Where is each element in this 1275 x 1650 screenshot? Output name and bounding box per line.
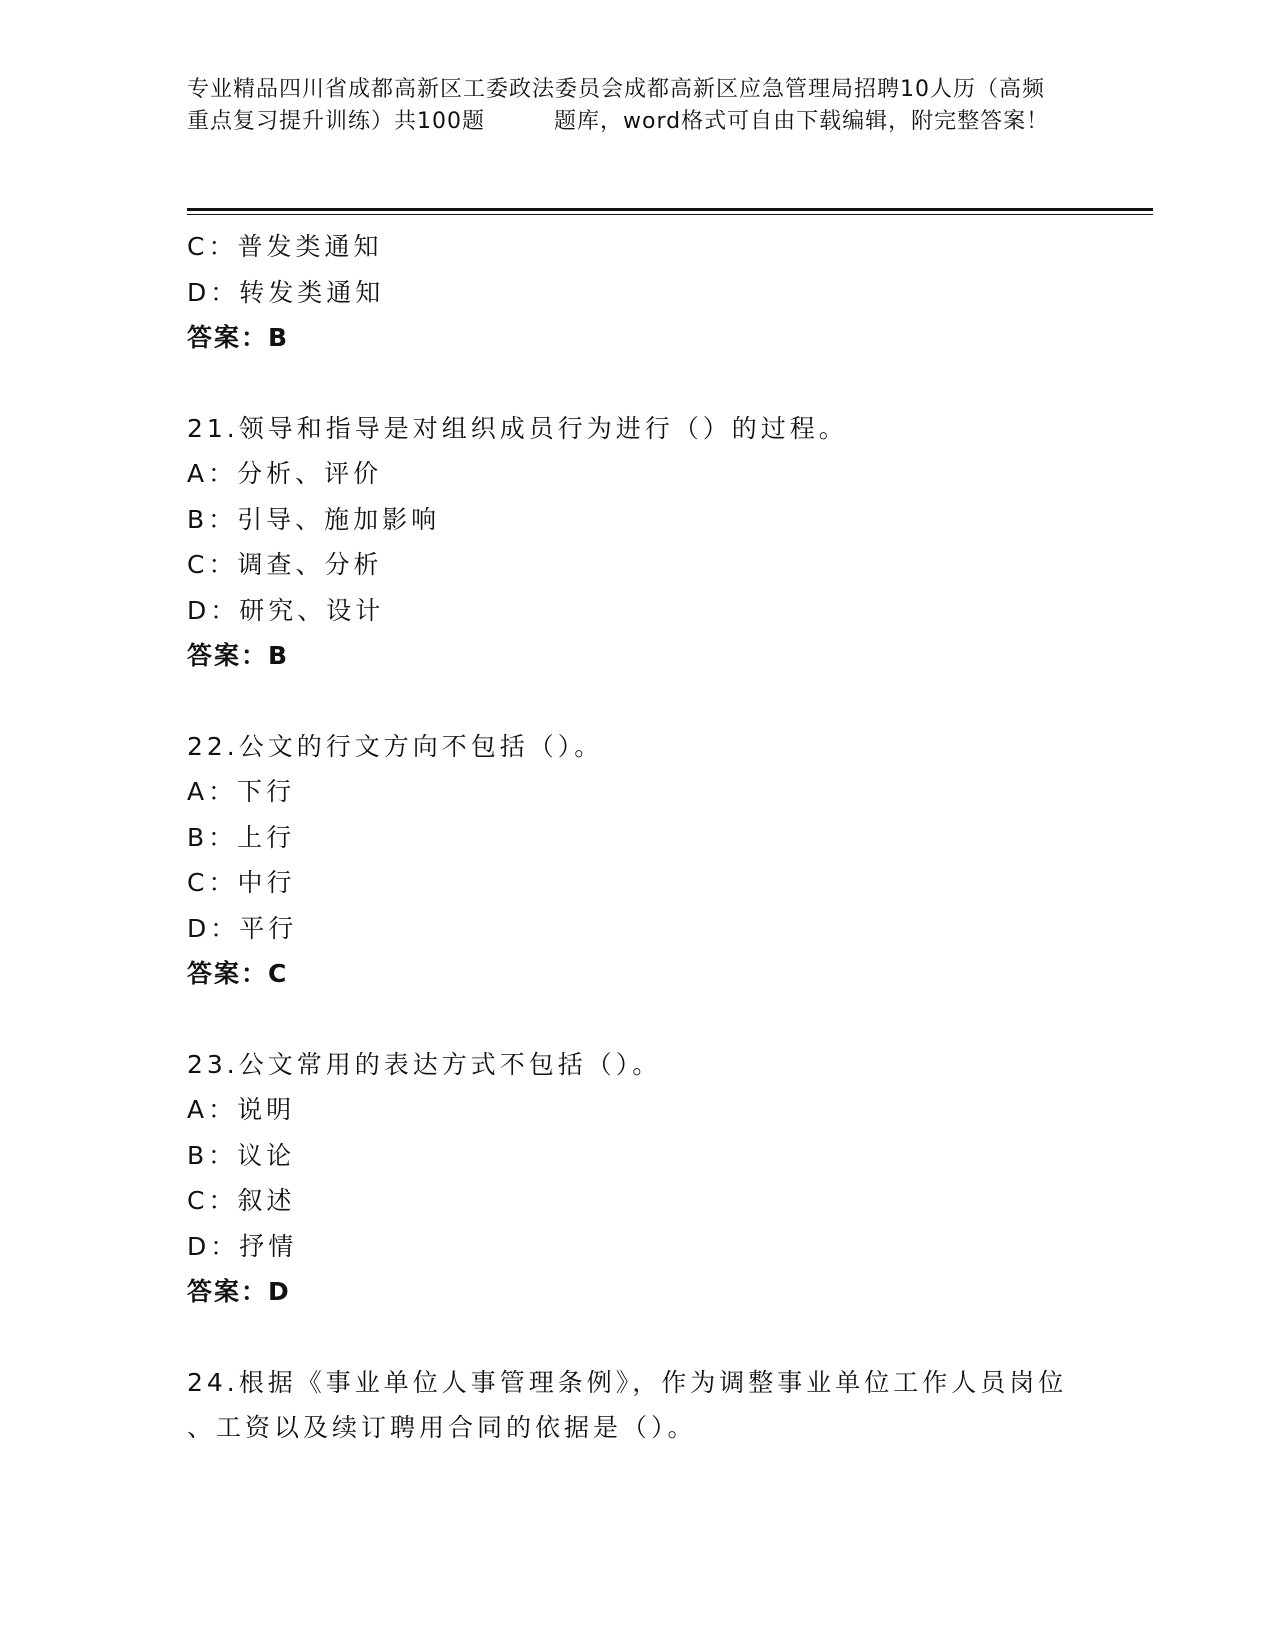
- option-d: D：转发类通知: [187, 277, 385, 307]
- divider-thin-line: [187, 214, 1153, 215]
- question-block-24: [187, 1360, 1087, 1451]
- question-text-line-2: 、工资以及续订聘用合同的依据是（）。: [187, 1413, 697, 1442]
- document-header: [187, 74, 1067, 138]
- question-text: 21.领导和指导是对组织成员行为进行（）的过程。: [187, 413, 848, 443]
- option-b: B：上行: [187, 822, 296, 852]
- spacer: [187, 997, 1087, 1042]
- option-a: A：说明: [187, 1095, 296, 1124]
- spacer: [187, 1315, 1087, 1360]
- option-d: D：平行: [187, 913, 298, 943]
- option-c: C：普发类通知: [187, 232, 383, 261]
- question-block-22: [187, 724, 1087, 997]
- answer-label: 答案：D: [187, 1277, 291, 1306]
- question-text-line-1: 24.根据《事业单位人事管理条例》，作为调整事业单位工作人员岗位: [187, 1367, 1068, 1397]
- answer-label: 答案：B: [187, 641, 290, 670]
- option-a: A：下行: [187, 777, 296, 806]
- option-c: C：中行: [187, 868, 296, 897]
- question-block-previous: [187, 224, 1087, 361]
- option-a: A：分析、评价: [187, 459, 383, 488]
- header-title: 专业精品四川省成都高新区工委政法委员会成都高新区应急管理局招聘10人历（高频重点复习提升训练）共100题 题库，word格式可自由下载编辑，附完整答案！: [187, 77, 1050, 134]
- option-b: B：议论: [187, 1140, 296, 1170]
- question-block-21: [187, 406, 1087, 679]
- divider-thick-line: [187, 208, 1153, 211]
- option-d: D：抒情: [187, 1231, 298, 1261]
- option-c: C：调查、分析: [187, 550, 383, 579]
- option-c: C：叙述: [187, 1186, 296, 1215]
- question-text: 23.公文常用的表达方式不包括（）。: [187, 1049, 662, 1079]
- option-b: B：引导、施加影响: [187, 504, 441, 534]
- answer-label: 答案：C: [187, 959, 289, 988]
- spacer: [187, 361, 1087, 406]
- question-block-23: [187, 1042, 1087, 1315]
- option-d: D：研究、设计: [187, 595, 385, 625]
- spacer: [187, 679, 1087, 724]
- question-list: [187, 224, 1087, 1451]
- answer-label: 答案：B: [187, 323, 290, 352]
- header-divider: [187, 208, 1153, 215]
- question-text: 22.公文的行文方向不包括（）。: [187, 731, 604, 761]
